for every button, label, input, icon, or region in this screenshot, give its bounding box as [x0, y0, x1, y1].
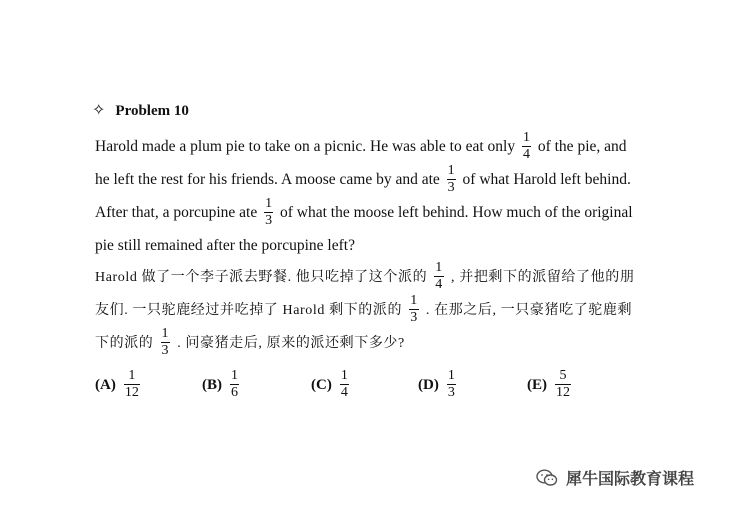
- english-text-part-3: of what Harold left behind. After that, a porcupine ate: [95, 171, 631, 221]
- choice-c[interactable]: (C) $\frac{1}{4}$: [311, 368, 348, 400]
- chinese-text-part-2: , 并把剩下的派留给了他的朋友们. 一只驼鹿经过并吃掉了 Harold 剩下的派的: [95, 270, 635, 318]
- answer-choices: [95, 370, 615, 410]
- choice-b-fraction: $\frac{1}{6}$: [231, 368, 238, 400]
- fraction-one-quarter: $\frac{1}{4}$: [435, 260, 443, 293]
- choice-d[interactable]: (D) $\frac{1}{3}$: [418, 368, 455, 400]
- problem-title-text: Problem 10: [115, 103, 189, 119]
- watermark: [536, 466, 694, 489]
- chinese-text-part-3: . 在那之后, 一只豪猪吃了驼鹿剩下的派的: [95, 303, 633, 351]
- english-text-part-2: of the pie, and he left the rest for his friends. A moose came by and ate: [95, 138, 627, 188]
- fraction-one-quarter: $\frac{1}{4}$: [522, 129, 530, 162]
- chinese-text-part-1: Harold 做了一个李子派去野餐. 他只吃掉了这个派的: [95, 270, 428, 285]
- fraction-one-third: $\frac{1}{3}$: [161, 326, 170, 359]
- problem-text-chinese: [95, 261, 643, 360]
- choice-e[interactable]: (E) $\frac{5}{12}$: [527, 368, 570, 400]
- fraction-one-third: $\frac{1}{3}$: [265, 195, 273, 228]
- choice-a-fraction: $\frac{1}{12}$: [124, 368, 139, 400]
- choice-b[interactable]: (B) $\frac{1}{6}$: [202, 368, 238, 400]
- choice-a[interactable]: (A) $\frac{1}{12}$: [95, 368, 139, 400]
- chinese-text-part-4: . 问豪猪走后, 原来的派还剩下多少?: [177, 336, 405, 351]
- choice-c-fraction: $\frac{1}{4}$: [340, 368, 348, 400]
- english-text-part-4: of what the moose left behind. How much of the original pie still remained after the porcupine left?: [95, 204, 633, 254]
- fraction-one-third: $\frac{1}{3}$: [410, 293, 418, 326]
- diamond-outline-icon: ✧: [92, 102, 106, 119]
- watermark-text: 犀牛国际教育课程: [566, 469, 695, 488]
- wechat-logo-icon: [536, 469, 558, 487]
- choice-d-fraction: $\frac{1}{3}$: [447, 368, 455, 400]
- problem-text-english: [95, 130, 643, 262]
- fraction-one-third: $\frac{1}{3}$: [447, 162, 455, 195]
- choice-e-fraction: $\frac{5}{12}$: [556, 368, 570, 400]
- english-text-part-1: Harold made a plum pie to take on a picnic. He was able to eat only: [95, 138, 516, 155]
- problem-title: [92, 100, 189, 120]
